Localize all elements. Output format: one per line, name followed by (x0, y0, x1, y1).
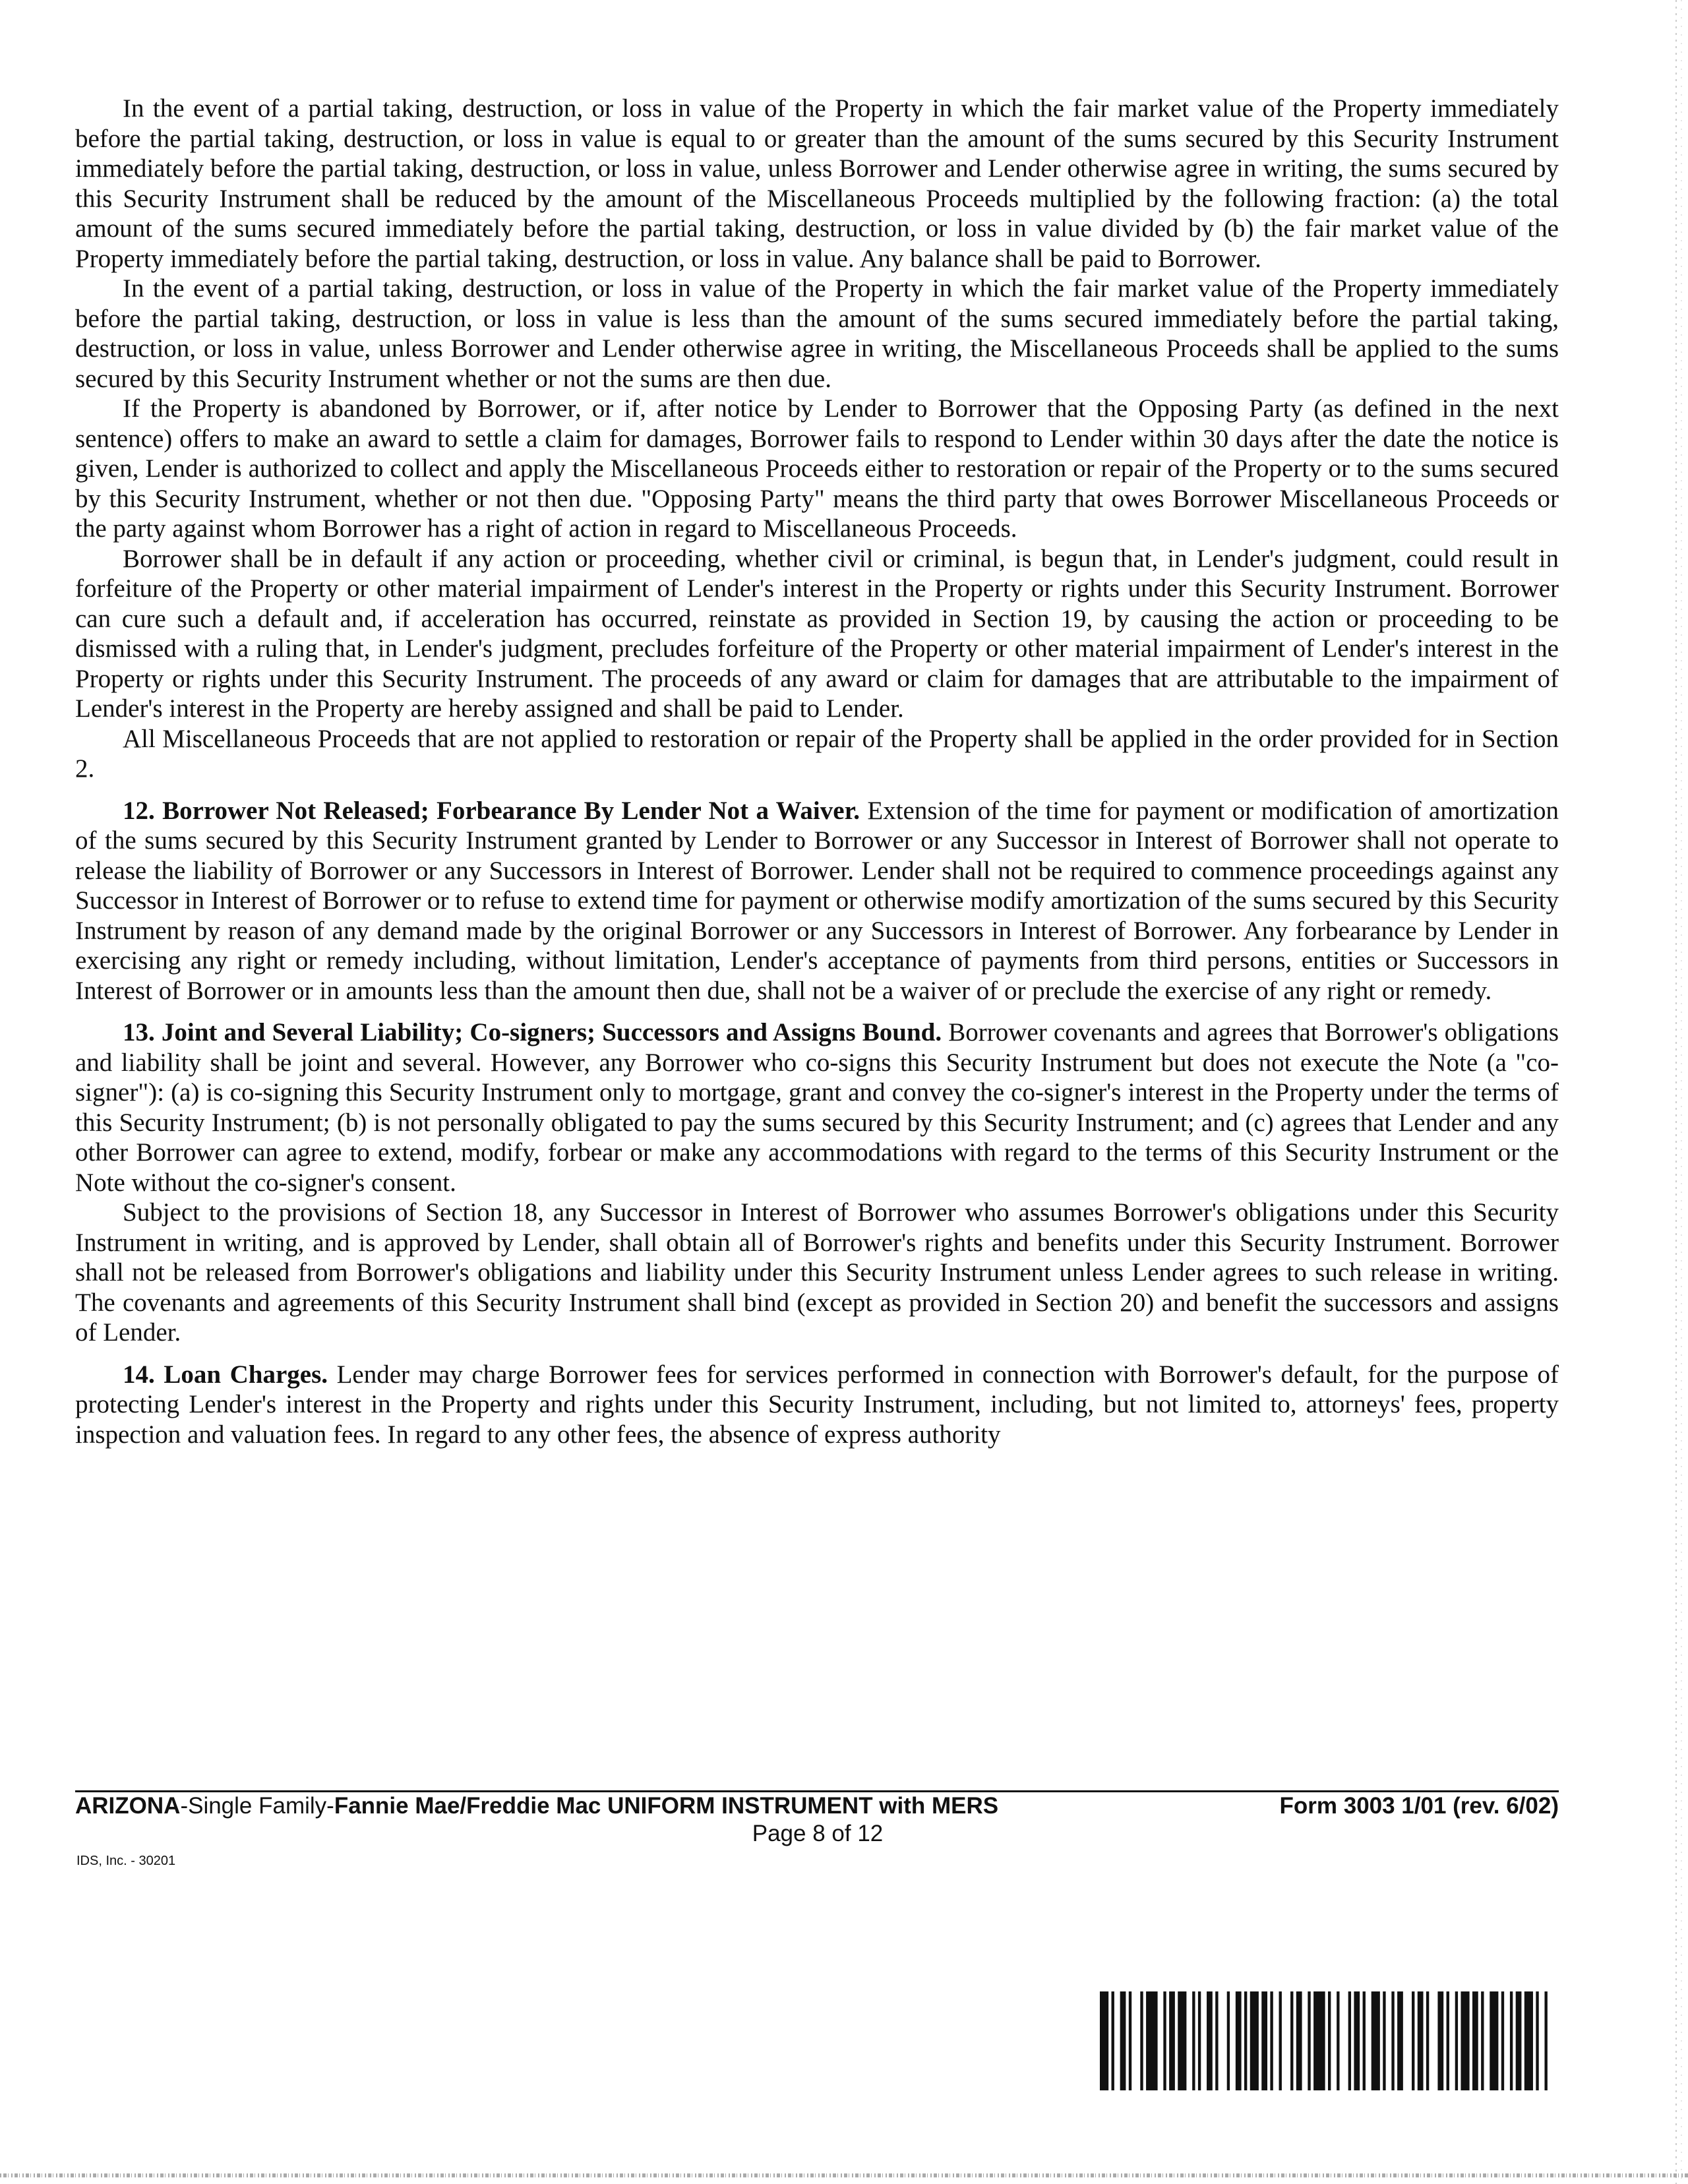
paragraph-abandoned-property: If the Property is abandoned by Borrower, or if, after notice by Lender to Borrower that the Opposing Party (as defined in the next sentence) offers to make an award to settle a claim for damages, Borrower fails to respond to Lender within 30 days after the date the notice is given, Lender is authorized to collect and apply the Miscellaneous Proceeds either to restoration or repair of the Property or to the sums secured by this Security Instrument, whether or not then due. "Opposing Party" means the third party that owes Borrower Miscellaneous Proceeds or the party against whom Borrower has a right of action in regard to Miscellaneous Proceeds. (75, 394, 1559, 543)
section-14-heading: 14. Loan Charges. (123, 1360, 328, 1389)
scan-edge-bottom (0, 2167, 1688, 2184)
footer-state: ARIZONA (75, 1793, 181, 1819)
paragraph-partial-taking-less: In the event of a partial taking, destruction, or loss in value of the Property in which the fair market value of the Property immediately before the partial taking, destruction, or loss in value is less than the amount of the sums secured immediately before the partial taking, destruction, or loss in value, unless Borrower and Lender otherwise agree in writing, the Miscellaneous Proceeds shall be applied to the sums secured by this Security Instrument whether or not the sums are then due. (75, 274, 1559, 393)
section-14 (75, 1360, 1559, 1450)
footer-form-line (75, 1792, 1559, 1820)
section-13 (75, 1017, 1559, 1198)
paragraph-miscellaneous-proceeds: All Miscellaneous Proceeds that are not applied to restoration or repair of the Property shall be applied in the order provided for in Section 2. (75, 724, 1559, 783)
section-13-paragraph-2: Subject to the provisions of Section 18, any Successor in Interest of Borrower who assumes Borrower's obligations under this Security Instrument in writing, and is approved by Lender, shall obtain all of Borrower's rights and benefits under this Security Instrument. Borrower shall not be released from Borrower's obligations and liability under this Security Instrument unless Lender agrees to such release in writing. The covenants and agreements of this Security Instrument shall bind (except as provided in Section 20) and benefit the successors and assigns of Lender. (75, 1198, 1559, 1347)
section-13-heading: 13. Joint and Several Liability; Co-signers; Successors and Assigns Bound. (123, 1018, 942, 1046)
paragraph-borrower-default: Borrower shall be in default if any action or proceeding, whether civil or criminal, is begun that, in Lender's judgment, could result in forfeiture of the Property or other material impairment of Lender's interest in the Property or rights under this Security Instrument. Borrower can cure such a default and, if acceleration has occurred, reinstate as provided in Section 19, by causing the action or proceeding to be dismissed with a ruling that, in Lender's judgment, precludes forfeiture of the Property or other material impairment of Lender's interest in the Property or rights under this Security Instrument. The proceeds of any award or claim for damages that are attributable to the impairment of Lender's interest in the Property are hereby assigned and shall be paid to Lender. (75, 544, 1559, 723)
document-body (75, 94, 1559, 1449)
section-12-text: Extension of the time for payment or modification of amortization of the sums secured by this Security Instrument granted by Lender to Borrower or any Successor in Interest of Borrower shall not operate to release the liability of Borrower or any Successors in Interest of Borrower. Lender shall not be required to commence proceedings against any Successor in Interest of Borrower or to refuse to extend time for payment or otherwise modify amortization of the sums secured by this Security Instrument by reason of any demand made by the original Borrower or any Successors in Interest of Borrower. Any forbearance by Lender in exercising any right or remedy including, without limitation, Lender's acceptance of payments from third persons, entities or Successors in Interest of Borrower or in amounts less than the amount then due, shall not be a waiver of or preclude the exercise of any right or remedy. (75, 796, 1559, 1005)
section-13-text: Borrower covenants and agrees that Borrower's obligations and liability shall be joint and several. However, any Borrower who co-signs this Security Instrument but does not execute the Note (a "co-signer"): (a) is co-signing this Security Instrument only to mortgage, grant and convey the co-signer's interest in the Property under the terms of this Security Instrument; (b) is not personally obligated to pay the sums secured by this Security Instrument; and (c) agrees that Lender and any other Borrower can agree to extend, modify, forbear or make any accommodations with regard to the terms of this Security Instrument or the Note without the co-signer's consent. (75, 1018, 1559, 1197)
footer-instrument: Fannie Mae/Freddie Mac UNIFORM INSTRUMENT with MERS (334, 1793, 999, 1819)
footer-ids-code: IDS, Inc. - 30201 (76, 1854, 176, 1868)
section-12 (75, 796, 1559, 1006)
barcode-icon (1100, 1991, 1556, 2090)
footer-form-id: Form 3003 1/01 (rev. 6/02) (1279, 1793, 1559, 1819)
footer-page-number: Page 8 of 12 (752, 1821, 884, 1846)
footer-family: -Single Family- (180, 1793, 334, 1819)
scan-edge-right (1662, 0, 1688, 2184)
section-14-text: Lender may charge Borrower fees for services performed in connection with Borrower's default, for the purpose of protecting Lender's interest in the Property and rights under this Security Instrument, including, but not limited to, attorneys' fees, property inspection and valuation fees. In regard to any other fees, the absence of express authority (75, 1360, 1559, 1449)
section-12-heading: 12. Borrower Not Released; Forbearance By Lender Not a Waiver. (123, 796, 860, 825)
paragraph-partial-taking-greater: In the event of a partial taking, destruction, or loss in value of the Property in which the fair market value of the Property immediately before the partial taking, destruction, or loss in value is equal to or greater than the amount of the sums secured by this Security Instrument immediately before the partial taking, destruction, or loss in value, unless Borrower and Lender otherwise agree in writing, the sums secured by this Security Instrument shall be reduced by the amount of the Miscellaneous Proceeds multiplied by the following fraction: (a) the total amount of the sums secured immediately before the partial taking, destruction, or loss in value divided by (b) the fair market value of the Property immediately before the partial taking, destruction, or loss in value. Any balance shall be paid to Borrower. (75, 94, 1559, 273)
